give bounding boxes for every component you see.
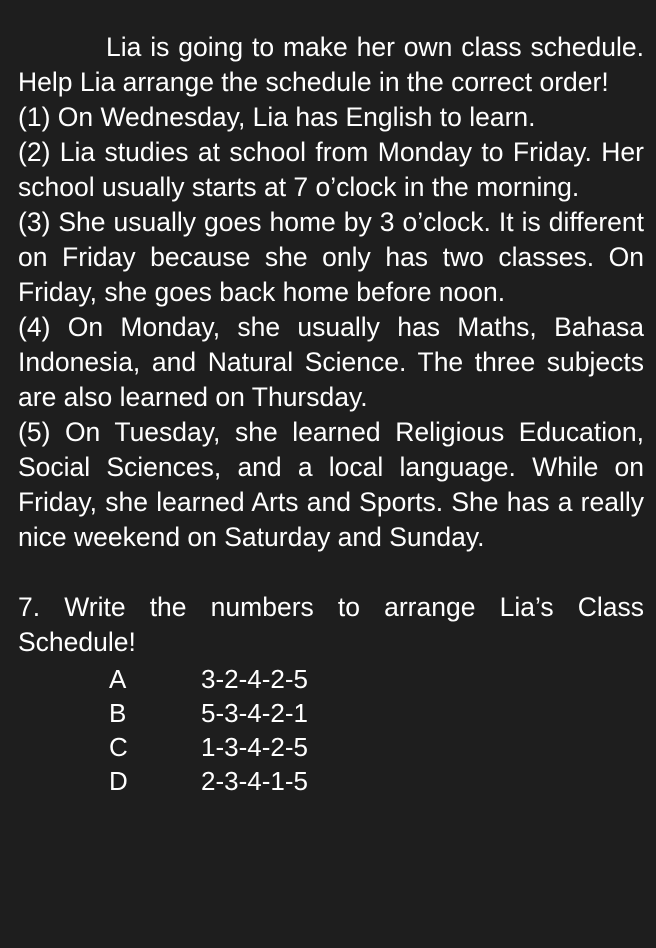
intro-text: Lia is going to make her own class schedule. Help Lia arrange the schedule in the correct order! (18, 32, 644, 97)
option-a[interactable] (18, 662, 644, 696)
option-value: 1-3-4-2-5 (201, 732, 308, 762)
option-letter: A (109, 664, 127, 694)
option-b[interactable] (18, 696, 644, 730)
option-letter: C (109, 732, 128, 762)
option-letter: B (109, 698, 127, 728)
option-value: 2-3-4-1-5 (201, 766, 308, 796)
option-c[interactable] (18, 730, 644, 764)
clue-1: (1) On Wednesday, Lia has English to learn. (18, 102, 536, 132)
option-letter: D (109, 766, 128, 796)
answer-options (18, 662, 644, 798)
option-d[interactable] (18, 764, 644, 798)
clue-4: (4) On Monday, she usually has Maths, Bahasa Indonesia, and Natural Science. The three subjects are also learned on Thursday. (18, 312, 644, 412)
clue-3: (3) She usually goes home by 3 o’clock. It is different on Friday because she only has two classes. On Friday, she goes back home before noon. (18, 207, 644, 307)
clue-5: (5) On Tuesday, she learned Religious Education, Social Sciences, and a local language. While on Friday, she learned Arts and Sports. She has a really nice weekend on Saturday and Sunday. (18, 417, 644, 552)
option-value: 5-3-4-2-1 (201, 698, 308, 728)
worksheet-content (18, 30, 644, 798)
clue-2: (2) Lia studies at school from Monday to Friday. Her school usually starts at 7 o’clock in the morning. (18, 137, 644, 202)
question-text: 7. Write the numbers to arrange Lia’s Class Schedule! (18, 592, 644, 657)
option-value: 3-2-4-2-5 (201, 664, 308, 694)
